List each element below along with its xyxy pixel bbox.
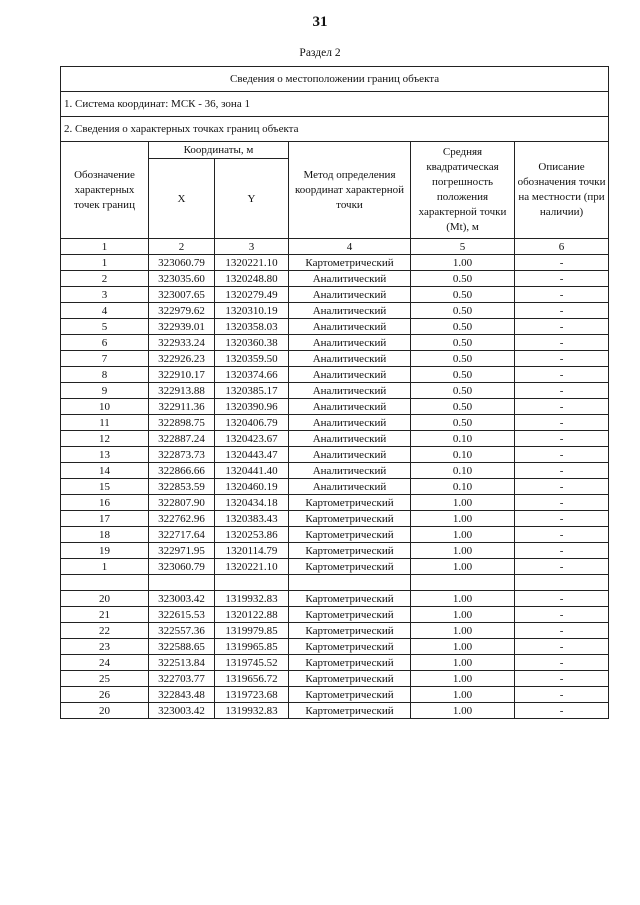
method: Картометрический	[289, 671, 411, 687]
error-mt: 0.10	[411, 463, 515, 479]
error-mt: 0.50	[411, 335, 515, 351]
method: Аналитический	[289, 351, 411, 367]
method: Аналитический	[289, 415, 411, 431]
coord-y: 1319965.85	[215, 639, 289, 655]
table-row	[61, 623, 609, 639]
coord-y: 1320441.40	[215, 463, 289, 479]
error-mt: 0.50	[411, 303, 515, 319]
table-row	[61, 431, 609, 447]
coord-x: 323060.79	[149, 255, 215, 271]
coord-x: 322557.36	[149, 623, 215, 639]
description: -	[515, 479, 609, 495]
point-number: 25	[61, 671, 149, 687]
description: -	[515, 319, 609, 335]
table-row	[61, 463, 609, 479]
coord-y: 1320279.49	[215, 287, 289, 303]
coord-x: 322887.24	[149, 431, 215, 447]
table-row	[61, 287, 609, 303]
description: -	[515, 687, 609, 703]
coord-x: 322807.90	[149, 495, 215, 511]
table-row	[61, 511, 609, 527]
error-mt: 0.10	[411, 431, 515, 447]
page-number: 31	[312, 14, 328, 30]
point-number: 12	[61, 431, 149, 447]
coord-x: 322979.62	[149, 303, 215, 319]
point-number: 1	[61, 559, 149, 575]
coord-x: 322615.53	[149, 607, 215, 623]
point-number: 23	[61, 639, 149, 655]
coord-x: 322971.95	[149, 543, 215, 559]
point-number: 22	[61, 623, 149, 639]
description: -	[515, 399, 609, 415]
description: -	[515, 287, 609, 303]
method: Аналитический	[289, 271, 411, 287]
description: -	[515, 671, 609, 687]
description: -	[515, 431, 609, 447]
column-number: 2	[149, 239, 215, 255]
description: -	[515, 351, 609, 367]
table-title: Сведения о местоположении границ объекта	[61, 67, 609, 92]
point-number: 17	[61, 511, 149, 527]
coord-x: 322717.64	[149, 527, 215, 543]
point-number: 9	[61, 383, 149, 399]
points-heading: 2. Сведения о характерных точках границ объекта	[61, 117, 609, 142]
column-number: 4	[289, 239, 411, 255]
description: -	[515, 383, 609, 399]
method: Аналитический	[289, 319, 411, 335]
method: Аналитический	[289, 287, 411, 303]
point-number: 11	[61, 415, 149, 431]
coord-x: 322898.75	[149, 415, 215, 431]
header-x: X	[149, 159, 215, 239]
point-number: 19	[61, 543, 149, 559]
coord-y: 1320443.47	[215, 447, 289, 463]
coord-x: 322873.73	[149, 447, 215, 463]
method: Картометрический	[289, 607, 411, 623]
coord-x: 322853.59	[149, 479, 215, 495]
contour-1-rows	[61, 255, 609, 575]
section-label: Раздел 2	[299, 47, 341, 59]
error-mt: 1.00	[411, 543, 515, 559]
description: -	[515, 415, 609, 431]
coord-y: 1320423.67	[215, 431, 289, 447]
method: Картометрический	[289, 255, 411, 271]
method: Картометрический	[289, 639, 411, 655]
table-row	[61, 527, 609, 543]
method: Картометрический	[289, 655, 411, 671]
table-row	[61, 639, 609, 655]
method: Картометрический	[289, 623, 411, 639]
table-row	[61, 335, 609, 351]
point-number: 14	[61, 463, 149, 479]
description: -	[515, 655, 609, 671]
coord-x: 322911.36	[149, 399, 215, 415]
header-y: Y	[215, 159, 289, 239]
table-row	[61, 415, 609, 431]
coord-x: 323035.60	[149, 271, 215, 287]
error-mt: 1.00	[411, 527, 515, 543]
column-numbers-row	[61, 239, 609, 255]
error-mt: 1.00	[411, 559, 515, 575]
table-row	[61, 479, 609, 495]
coord-y: 1319656.72	[215, 671, 289, 687]
error-mt: 0.50	[411, 271, 515, 287]
boundary-points-table	[60, 66, 609, 719]
error-mt: 1.00	[411, 639, 515, 655]
table-row	[61, 447, 609, 463]
coord-y: 1320221.10	[215, 255, 289, 271]
error-mt: 1.00	[411, 655, 515, 671]
point-number: 13	[61, 447, 149, 463]
error-mt: 1.00	[411, 495, 515, 511]
table-row	[61, 591, 609, 607]
table-row	[61, 399, 609, 415]
description: -	[515, 255, 609, 271]
column-number: 6	[515, 239, 609, 255]
header-designation: Обозначение характерных точек границ	[61, 142, 149, 239]
coord-x: 322910.17	[149, 367, 215, 383]
point-number: 2	[61, 271, 149, 287]
description: -	[515, 591, 609, 607]
error-mt: 0.50	[411, 383, 515, 399]
point-number: 7	[61, 351, 149, 367]
method: Аналитический	[289, 367, 411, 383]
error-mt: 0.50	[411, 367, 515, 383]
coord-x: 322926.23	[149, 351, 215, 367]
table-row	[61, 671, 609, 687]
table-row	[61, 655, 609, 671]
coord-y: 1319723.68	[215, 687, 289, 703]
error-mt: 0.10	[411, 479, 515, 495]
coord-x: 322588.65	[149, 639, 215, 655]
description: -	[515, 607, 609, 623]
coord-y: 1320221.10	[215, 559, 289, 575]
description: -	[515, 703, 609, 719]
error-mt: 1.00	[411, 687, 515, 703]
coord-y: 1320406.79	[215, 415, 289, 431]
description: -	[515, 447, 609, 463]
coord-x: 322513.84	[149, 655, 215, 671]
point-number: 10	[61, 399, 149, 415]
point-number: 8	[61, 367, 149, 383]
description: -	[515, 511, 609, 527]
description: -	[515, 495, 609, 511]
description: -	[515, 559, 609, 575]
table-row	[61, 255, 609, 271]
coord-x: 323007.65	[149, 287, 215, 303]
point-number: 15	[61, 479, 149, 495]
method: Картометрический	[289, 591, 411, 607]
method: Картометрический	[289, 527, 411, 543]
header-coordinates: Координаты, м	[149, 142, 289, 159]
method: Картометрический	[289, 703, 411, 719]
description: -	[515, 639, 609, 655]
coord-y: 1320358.03	[215, 319, 289, 335]
table-row	[61, 559, 609, 575]
method: Аналитический	[289, 335, 411, 351]
coord-x: 323060.79	[149, 559, 215, 575]
point-number: 6	[61, 335, 149, 351]
description: -	[515, 303, 609, 319]
column-number: 1	[61, 239, 149, 255]
column-number: 5	[411, 239, 515, 255]
table-row	[61, 351, 609, 367]
point-number: 21	[61, 607, 149, 623]
description: -	[515, 527, 609, 543]
point-number: 5	[61, 319, 149, 335]
table-row	[61, 703, 609, 719]
coord-x: 322703.77	[149, 671, 215, 687]
table-row	[61, 607, 609, 623]
contour-gap	[61, 575, 609, 591]
coord-x: 323003.42	[149, 591, 215, 607]
point-number: 1	[61, 255, 149, 271]
coord-y: 1320374.66	[215, 367, 289, 383]
contour-2-rows	[61, 591, 609, 719]
coord-y: 1320383.43	[215, 511, 289, 527]
table-row	[61, 383, 609, 399]
error-mt: 0.50	[411, 319, 515, 335]
error-mt: 0.50	[411, 287, 515, 303]
error-mt: 1.00	[411, 591, 515, 607]
coord-y: 1320253.86	[215, 527, 289, 543]
error-mt: 0.50	[411, 399, 515, 415]
coord-y: 1320248.80	[215, 271, 289, 287]
point-number: 26	[61, 687, 149, 703]
point-number: 3	[61, 287, 149, 303]
method: Картометрический	[289, 511, 411, 527]
coord-y: 1320460.19	[215, 479, 289, 495]
point-number: 18	[61, 527, 149, 543]
header-error: Средняя квадратическая погрешность положения характерной точки (Mt), м	[411, 142, 515, 239]
table-row	[61, 543, 609, 559]
table-row	[61, 271, 609, 287]
description: -	[515, 271, 609, 287]
coord-x: 322762.96	[149, 511, 215, 527]
point-number: 4	[61, 303, 149, 319]
coord-y: 1320114.79	[215, 543, 289, 559]
coord-x: 322939.01	[149, 319, 215, 335]
table-row	[61, 687, 609, 703]
point-number: 16	[61, 495, 149, 511]
method: Картометрический	[289, 495, 411, 511]
coord-y: 1319932.83	[215, 703, 289, 719]
error-mt: 1.00	[411, 511, 515, 527]
method: Аналитический	[289, 447, 411, 463]
description: -	[515, 543, 609, 559]
error-mt: 1.00	[411, 671, 515, 687]
method: Аналитический	[289, 431, 411, 447]
method: Аналитический	[289, 303, 411, 319]
coord-y: 1320434.18	[215, 495, 289, 511]
error-mt: 0.50	[411, 351, 515, 367]
point-number: 20	[61, 591, 149, 607]
coord-y: 1320359.50	[215, 351, 289, 367]
coord-y: 1320310.19	[215, 303, 289, 319]
method: Картометрический	[289, 559, 411, 575]
description: -	[515, 335, 609, 351]
table-header	[61, 67, 609, 255]
coord-y: 1320390.96	[215, 399, 289, 415]
coord-y: 1320385.17	[215, 383, 289, 399]
coord-x: 322933.24	[149, 335, 215, 351]
description: -	[515, 623, 609, 639]
method: Аналитический	[289, 463, 411, 479]
method: Аналитический	[289, 383, 411, 399]
coord-y: 1320122.88	[215, 607, 289, 623]
coord-y: 1319979.85	[215, 623, 289, 639]
header-method: Метод определения координат характерной точки	[289, 142, 411, 239]
description: -	[515, 367, 609, 383]
coord-x: 323003.42	[149, 703, 215, 719]
point-number: 24	[61, 655, 149, 671]
error-mt: 0.10	[411, 447, 515, 463]
error-mt: 1.00	[411, 255, 515, 271]
error-mt: 1.00	[411, 703, 515, 719]
method: Картометрический	[289, 687, 411, 703]
table-row	[61, 495, 609, 511]
coord-y: 1319932.83	[215, 591, 289, 607]
method: Картометрический	[289, 543, 411, 559]
description: -	[515, 463, 609, 479]
coordinate-system: 1. Система координат: МСК - 36, зона 1	[61, 92, 609, 117]
method: Аналитический	[289, 399, 411, 415]
point-number: 20	[61, 703, 149, 719]
table-row	[61, 319, 609, 335]
column-number: 3	[215, 239, 289, 255]
method: Аналитический	[289, 479, 411, 495]
table-row	[61, 367, 609, 383]
error-mt: 1.00	[411, 623, 515, 639]
coord-x: 322913.88	[149, 383, 215, 399]
table-row	[61, 303, 609, 319]
coord-x: 322843.48	[149, 687, 215, 703]
coord-y: 1320360.38	[215, 335, 289, 351]
coord-x: 322866.66	[149, 463, 215, 479]
error-mt: 1.00	[411, 607, 515, 623]
coord-y: 1319745.52	[215, 655, 289, 671]
header-description: Описание обозначения точки на местности (при наличии)	[515, 142, 609, 239]
error-mt: 0.50	[411, 415, 515, 431]
